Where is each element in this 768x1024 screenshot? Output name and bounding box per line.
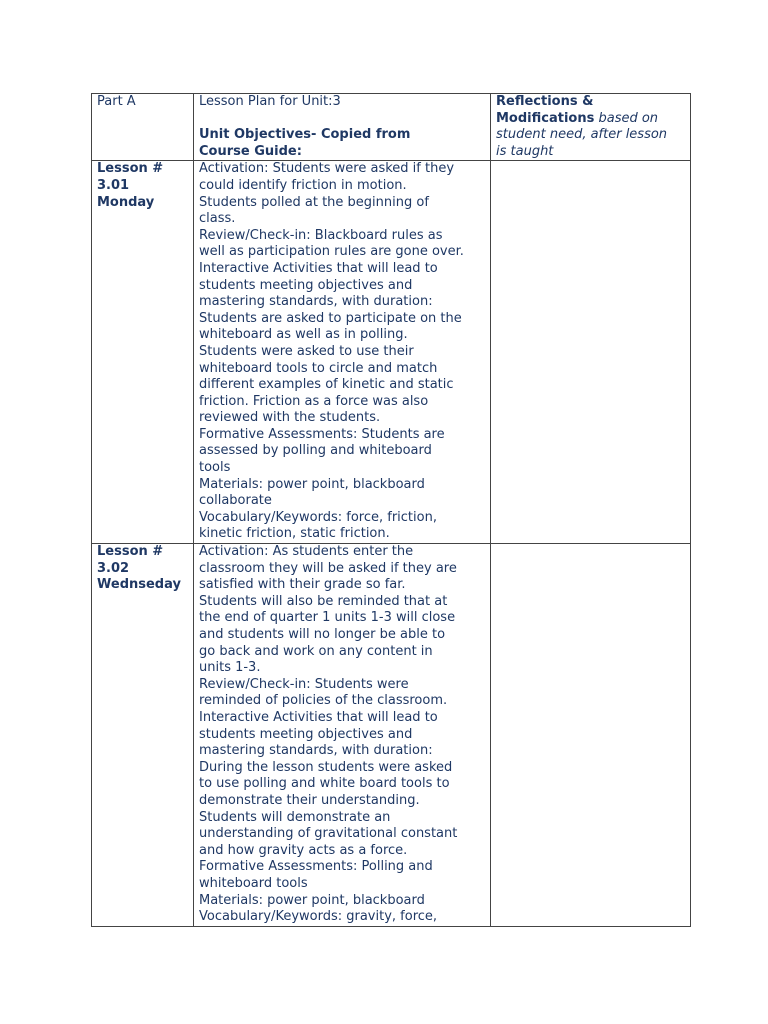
reflections-note-inline: based on [598, 110, 659, 126]
lesson-content-line: Materials: power point, blackboard [199, 892, 425, 908]
lesson-day: Wednseday [97, 577, 181, 593]
lesson-content-line: Students will also be reminded that at [199, 593, 448, 609]
lesson-row [92, 544, 691, 927]
lesson-content-line: Students are asked to participate on the [199, 310, 462, 326]
lesson-reflection-cell [491, 544, 691, 927]
lesson-content-line: different examples of kinetic and static [199, 377, 454, 393]
unit-objectives-line-1: Unit Objectives- Copied from [199, 127, 411, 143]
lesson-content-line: assessed by polling and whiteboard [199, 443, 432, 459]
lesson-content-line: Formative Assessments: Polling and [199, 859, 433, 875]
reflections-note-line-1: student need, after lesson [496, 127, 668, 143]
lesson-number: 3.01 [97, 177, 130, 193]
lesson-plan-header-cell [194, 94, 491, 161]
lesson-content-line: well as participation rules are gone over. [199, 244, 464, 260]
lesson-reflection-cell [491, 161, 691, 544]
lesson-row [92, 161, 691, 544]
lesson-content-line: could identify friction in motion. [199, 177, 407, 193]
lesson-content-line: kinetic friction, static friction. [199, 526, 390, 542]
reflections-heading-line-2: Modifications [496, 110, 595, 126]
lesson-content-line: go back and work on any content in [199, 643, 433, 659]
lesson-content-cell [194, 161, 491, 544]
lesson-content-line: and students will no longer be able to [199, 627, 446, 642]
lesson-content-line: Vocabulary/Keywords: force, friction, [199, 509, 437, 525]
lesson-content-line: whiteboard tools to circle and match [199, 360, 438, 376]
lesson-content-line: Interactive Activities that will lead to [199, 260, 438, 276]
lesson-content-line: units 1-3. [199, 660, 261, 676]
lesson-content-line: Review/Check-in: Students were [199, 676, 409, 692]
lesson-content-line: classroom they will be asked if they are [199, 560, 457, 576]
lesson-content [199, 544, 485, 926]
lesson-content-line: students meeting objectives and [199, 726, 413, 742]
lesson-content-line: understanding of gravitational constant [199, 826, 458, 842]
lesson-label-cell [92, 161, 194, 544]
reflections-heading-line-1: Reflections & [496, 94, 594, 109]
lesson-plan-table [91, 93, 691, 927]
lesson-content-line: whiteboard tools [199, 875, 308, 891]
lesson-content-line: whiteboard as well as in polling. [199, 327, 408, 343]
lesson-content-line: Materials: power point, blackboard [199, 476, 425, 492]
lesson-content-line: tools [199, 460, 231, 476]
reflections-note-line-2: is taught [496, 143, 554, 159]
reflections-header-cell [491, 94, 691, 161]
lesson-content-line: satisfied with their grade so far. [199, 577, 406, 593]
lesson-content-line: Activation: As students enter the [199, 544, 414, 560]
lesson-content-line: the end of quarter 1 units 1-3 will close [199, 610, 456, 626]
lesson-content-line: demonstrate their understanding. [199, 792, 420, 808]
lesson-number-label: Lesson # [97, 161, 164, 177]
lesson-content-line: mastering standards, with duration: [199, 743, 433, 759]
unit-objectives-line-2: Course Guide: [199, 143, 302, 159]
lesson-content [199, 161, 485, 543]
table-header-row [92, 94, 691, 161]
part-cell [92, 94, 194, 161]
lesson-content-line: Students were asked to use their [199, 343, 414, 359]
lesson-content-line: Interactive Activities that will lead to [199, 709, 438, 725]
lesson-plan-title: Lesson Plan for Unit:3 [199, 94, 341, 109]
lesson-content-line: mastering standards, with duration: [199, 294, 433, 310]
lesson-content-line: Students polled at the beginning of [199, 194, 429, 210]
lesson-number-label: Lesson # [97, 544, 164, 560]
lesson-content-cell [194, 544, 491, 927]
lesson-content-line: class. [199, 211, 236, 227]
lesson-label-cell [92, 544, 194, 927]
lesson-content-line: students meeting objectives and [199, 277, 413, 293]
lesson-content-line: and how gravity acts as a force. [199, 842, 408, 858]
part-label: Part A [97, 94, 136, 109]
lesson-content-line: Review/Check-in: Blackboard rules as [199, 227, 443, 243]
lesson-content-line: collaborate [199, 493, 272, 509]
lesson-content-line: During the lesson students were asked [199, 759, 453, 775]
lesson-content-line: Vocabulary/Keywords: gravity, force, [199, 909, 438, 925]
lesson-day: Monday [97, 194, 155, 210]
lesson-content-line: friction. Friction as a force was also [199, 393, 429, 409]
lesson-content-line: Formative Assessments: Students are [199, 426, 445, 442]
lesson-content-line: reminded of policies of the classroom. [199, 693, 448, 709]
lesson-content-line: Activation: Students were asked if they [199, 161, 455, 177]
lesson-number: 3.02 [97, 560, 130, 576]
lesson-content-line: Students will demonstrate an [199, 809, 391, 825]
lesson-content-line: to use polling and white board tools to [199, 776, 450, 792]
lesson-content-line: reviewed with the students. [199, 410, 381, 426]
